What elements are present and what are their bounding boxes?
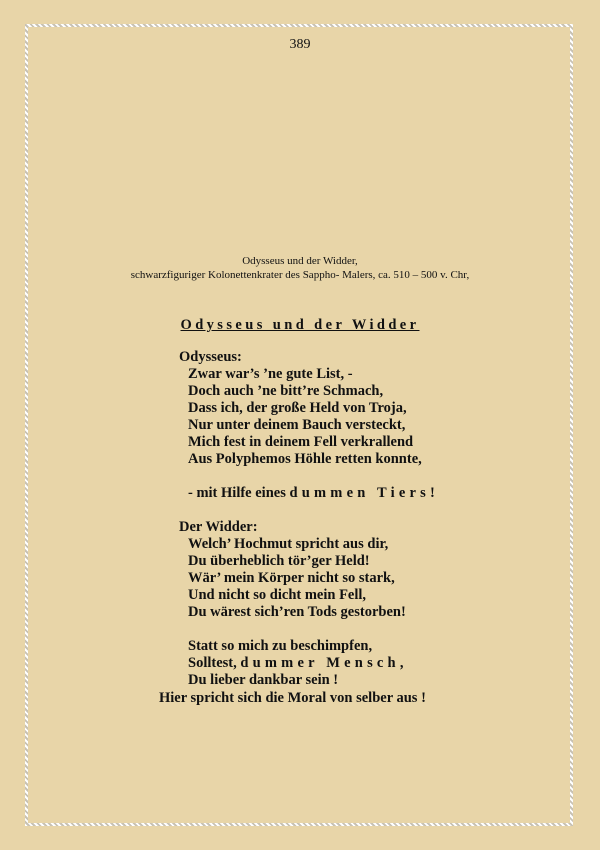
- poem-line: Mich fest in deinem Fell verkrallend: [188, 434, 414, 450]
- line-prefix: - mit Hilfe eines: [188, 485, 290, 501]
- poem-line: Wär’ mein Körper nicht so stark,: [188, 570, 395, 586]
- poem-line: Und nicht so dicht mein Fell,: [188, 587, 367, 603]
- image-caption: [0, 255, 600, 282]
- poem-line: Du lieber dankbar sein !: [188, 672, 339, 688]
- line-suffix: !: [430, 485, 435, 501]
- poem-line: Zwar war’s ’ne gute List, -: [188, 366, 353, 382]
- poem-line: Statt so mich zu beschimpfen,: [188, 638, 373, 654]
- poem-line-emphasis: [188, 655, 580, 672]
- poem-body: [160, 349, 580, 689]
- line-prefix: Solltest,: [188, 655, 241, 671]
- poem-line: Doch auch ’ne bitt’re Schmach,: [188, 383, 384, 399]
- stanza-gap: [160, 621, 580, 638]
- line-suffix: ,: [399, 655, 404, 671]
- poem-line: Dass ich, der große Held von Troja,: [188, 400, 407, 416]
- speaker-odysseus: Odysseus:: [179, 349, 242, 365]
- poem-line: Aus Polyphemos Höhle retten konnte,: [188, 451, 422, 467]
- caption-line-2: schwarzfiguriger Kolonettenkrater des Sappho- Malers, ca. 510 – 500 v. Chr,: [130, 268, 470, 281]
- stanza-gap: [160, 502, 580, 519]
- poem-line: Welch’ Hochmut spricht aus dir,: [188, 536, 389, 552]
- poem-line-emphasis: [188, 485, 580, 502]
- spaced-text: dummen Tiers: [289, 485, 430, 501]
- poem-title: Odysseus und der Widder: [180, 317, 420, 333]
- poem-line: Du überheblich tör’ger Held!: [188, 553, 370, 569]
- moral-line: Hier spricht sich die Moral von selber aus !: [159, 690, 426, 706]
- spaced-text: dummer Mensch: [240, 655, 400, 671]
- poem-line: Du wärest sich’ren Tods gestorben!: [188, 604, 406, 620]
- page-number: 389: [289, 37, 311, 52]
- speaker-widder: Der Widder:: [179, 519, 258, 535]
- poem-line: Nur unter deinem Bauch versteckt,: [188, 417, 406, 433]
- caption-line-1: Odysseus und der Widder,: [242, 255, 358, 267]
- stanza-gap: [160, 468, 580, 485]
